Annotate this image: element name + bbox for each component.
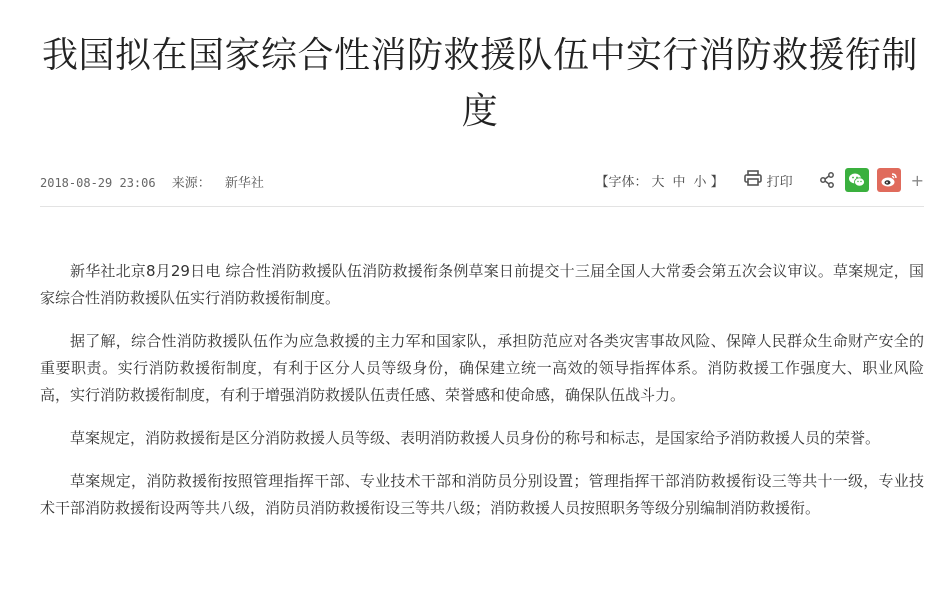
more-share-button[interactable]: + [910, 170, 924, 190]
font-size-label-close: 】 [710, 174, 724, 190]
article-paragraph: 草案规定，消防救援衔按照管理指挥干部、专业技术干部和消防员分别设置；管理指挥干部消防救援衔设三等共十一级，专业技术干部消防救援衔设两等共八级，消防员消防救援衔设三等共八级；消防救援人员按照职务等级分别编制消防救援衔。 [40, 472, 924, 517]
article-paragraph: 草案规定，消防救援衔是区分消防救援人员等级、表明消防救援人员身份的称号和标志，是国家给予消防救援人员的荣誉。 [70, 429, 881, 447]
wechat-icon[interactable] [845, 168, 869, 192]
print-label: 打印 [766, 174, 793, 190]
article-body [40, 258, 924, 538]
printer-icon [744, 170, 767, 190]
share-icon[interactable] [819, 172, 835, 188]
publish-date: 2018-08-29 23:06 [40, 176, 156, 190]
header-divider [40, 206, 924, 207]
source-label: 来源： [171, 176, 211, 191]
article-toolbar [596, 166, 925, 194]
font-size-small-button[interactable]: 小 [693, 174, 707, 190]
print-button[interactable] [744, 170, 793, 190]
article-paragraph: 新华社北京8月29日电 综合性消防救援队伍消防救援衔条例草案日前提交十三届全国人大常委会第五次会议审议。草案规定，国家综合性消防救援队伍实行消防救援衔制度。 [40, 262, 924, 307]
font-size-label: 【字体： [595, 174, 648, 190]
font-size-large-button[interactable]: 大 [651, 174, 665, 190]
article-meta-info [40, 172, 264, 191]
weibo-icon[interactable] [877, 168, 901, 192]
source-name[interactable]: 新华社 [224, 176, 264, 191]
article-meta-bar [40, 164, 924, 196]
article-title: 我国拟在国家综合性消防救援队伍中实行消防救援衔制度 [41, 35, 918, 132]
article-paragraph: 据了解，综合性消防救援队伍作为应急救援的主力军和国家队，承担防范应对各类灾害事故风险、保障人民群众生命财产安全的重要职责。实行消防救援衔制度，有利于区分人员等级身份，确保建立统一高效的领导指挥体系。消防救援工作强度大、职业风险高，实行消防救援衔制度，有利于增强消防救援队伍责任感、荣誉感和使命感，确保队伍战斗力。 [40, 332, 924, 404]
font-size-medium-button[interactable]: 中 [672, 174, 686, 190]
font-size-control [596, 171, 724, 190]
